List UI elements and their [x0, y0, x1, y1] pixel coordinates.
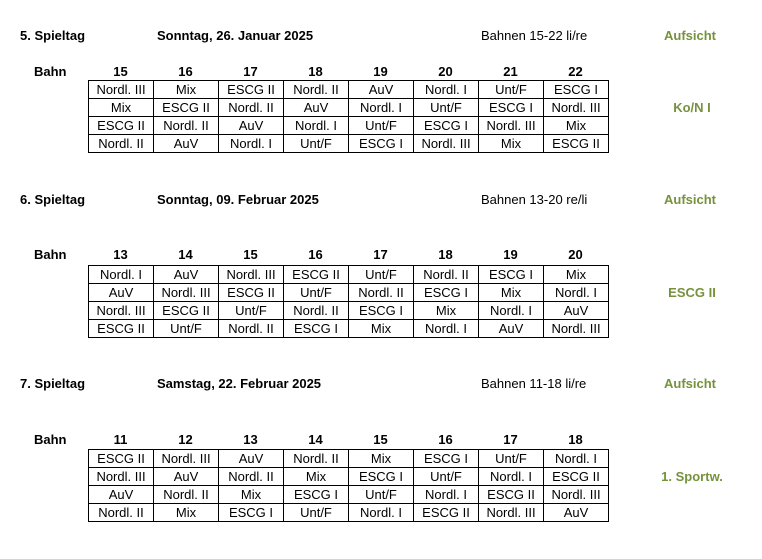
table-cell: Mix — [349, 320, 414, 338]
table-cell: Nordl. II — [349, 284, 414, 302]
aufsicht-label: Aufsicht — [664, 28, 716, 43]
table-cell: Mix — [544, 266, 609, 284]
lanes-info: Bahnen 13-20 re/li — [481, 192, 588, 207]
table-cell: Mix — [349, 450, 414, 468]
table-cell: Nordl. I — [479, 468, 544, 486]
supervisor-team: Ko/N I — [673, 100, 711, 115]
table-cell: ESCG II — [544, 135, 609, 153]
table-cell: Unt/F — [284, 284, 349, 302]
table-cell: ESCG II — [89, 117, 154, 135]
lane-number: 14 — [308, 432, 323, 447]
lane-assignment-table — [88, 449, 609, 522]
table-row — [89, 266, 609, 284]
table-cell: ESCG I — [349, 302, 414, 320]
table-cell: Nordl. III — [89, 468, 154, 486]
table-cell: Mix — [284, 468, 349, 486]
table-cell: Nordl. II — [89, 135, 154, 153]
spieltag-date: Sonntag, 26. Januar 2025 — [157, 28, 314, 43]
lane-assignment-table — [88, 265, 609, 338]
lane-number: 16 — [308, 247, 323, 262]
table-cell: Nordl. I — [219, 135, 284, 153]
table-cell: Unt/F — [349, 117, 414, 135]
aufsicht-label: Aufsicht — [664, 192, 716, 207]
table-cell: ESCG I — [284, 320, 349, 338]
table-row — [89, 450, 609, 468]
lanes-info: Bahnen 11-18 li/re — [481, 376, 587, 391]
table-cell: ESCG II — [479, 486, 544, 504]
lane-number: 17 — [373, 247, 388, 262]
table-cell: Nordl. I — [479, 302, 544, 320]
table-cell: Unt/F — [479, 450, 544, 468]
lane-number: 19 — [503, 247, 518, 262]
table-cell: Unt/F — [219, 302, 284, 320]
aufsicht-label: Aufsicht — [664, 376, 716, 391]
table-cell: AuV — [154, 468, 219, 486]
bahn-label: Bahn — [34, 64, 67, 79]
table-cell: Unt/F — [349, 486, 414, 504]
table-cell: Mix — [479, 135, 544, 153]
lane-number: 17 — [243, 64, 258, 79]
lane-number: 17 — [503, 432, 518, 447]
table-cell: AuV — [154, 135, 219, 153]
supervisor-team: 1. Sportw. — [661, 469, 723, 484]
table-cell: Mix — [414, 302, 479, 320]
table-cell: Nordl. II — [219, 468, 284, 486]
lane-number: 12 — [178, 432, 193, 447]
table-row — [89, 99, 609, 117]
lane-number: 18 — [438, 247, 453, 262]
table-cell: ESCG I — [414, 117, 479, 135]
table-cell: ESCG I — [479, 266, 544, 284]
table-row — [89, 117, 609, 135]
table-cell: Nordl. III — [89, 302, 154, 320]
table-cell: ESCG I — [479, 99, 544, 117]
table-cell: Nordl. III — [154, 450, 219, 468]
table-cell: Nordl. I — [349, 99, 414, 117]
table-cell: ESCG II — [89, 320, 154, 338]
table-cell: AuV — [544, 302, 609, 320]
table-cell: Nordl. III — [219, 266, 284, 284]
table-cell: Nordl. II — [154, 486, 219, 504]
lane-number: 11 — [113, 432, 128, 447]
table-cell: Nordl. III — [154, 284, 219, 302]
table-cell: Unt/F — [284, 135, 349, 153]
supervisor-team: ESCG II — [668, 285, 716, 300]
lane-number-row — [88, 64, 608, 79]
table-row — [89, 504, 609, 522]
table-cell: ESCG II — [284, 266, 349, 284]
table-row — [89, 302, 609, 320]
lane-number: 15 — [243, 247, 258, 262]
table-cell: ESCG I — [544, 81, 609, 99]
table-cell: AuV — [219, 117, 284, 135]
lane-number: 15 — [373, 432, 388, 447]
table-row — [89, 468, 609, 486]
lane-number: 21 — [503, 64, 518, 79]
table-cell: AuV — [284, 99, 349, 117]
table-cell: Nordl. III — [89, 81, 154, 99]
table-cell: Nordl. II — [284, 450, 349, 468]
table-cell: Nordl. II — [284, 302, 349, 320]
table-cell: ESCG I — [349, 468, 414, 486]
table-cell: AuV — [479, 320, 544, 338]
lane-assignment-table — [88, 80, 609, 153]
table-cell: Nordl. I — [414, 320, 479, 338]
spieltag-title: 5. Spieltag — [20, 28, 86, 43]
lane-number: 13 — [113, 247, 128, 262]
spieltag-title: 7. Spieltag — [20, 376, 86, 391]
table-cell: Mix — [154, 504, 219, 522]
table-cell: ESCG I — [284, 486, 349, 504]
lane-number-row — [88, 432, 608, 447]
table-cell: Mix — [89, 99, 154, 117]
table-cell: Unt/F — [284, 504, 349, 522]
table-cell: ESCG II — [414, 504, 479, 522]
table-cell: Nordl. III — [414, 135, 479, 153]
table-cell: ESCG I — [349, 135, 414, 153]
table-cell: Nordl. III — [479, 117, 544, 135]
table-cell: Nordl. I — [89, 266, 154, 284]
table-cell: Nordl. I — [544, 284, 609, 302]
table-cell: Nordl. III — [544, 99, 609, 117]
table-cell: Unt/F — [414, 468, 479, 486]
table-cell: Nordl. II — [219, 99, 284, 117]
table-cell: ESCG I — [414, 284, 479, 302]
bahn-label: Bahn — [34, 432, 67, 447]
lane-number: 22 — [568, 64, 583, 79]
table-cell: Unt/F — [414, 99, 479, 117]
lane-number: 16 — [438, 432, 453, 447]
table-cell: Mix — [544, 117, 609, 135]
table-cell: Nordl. II — [414, 266, 479, 284]
lane-number-row — [88, 247, 608, 262]
table-cell: AuV — [349, 81, 414, 99]
table-cell: Unt/F — [349, 266, 414, 284]
table-cell: ESCG II — [219, 284, 284, 302]
table-cell: Nordl. I — [349, 504, 414, 522]
table-cell: Nordl. II — [154, 117, 219, 135]
table-row — [89, 486, 609, 504]
table-cell: Mix — [154, 81, 219, 99]
lane-number: 20 — [438, 64, 453, 79]
bahn-label: Bahn — [34, 247, 67, 262]
table-cell: ESCG II — [219, 81, 284, 99]
table-cell: AuV — [544, 504, 609, 522]
table-cell: Unt/F — [479, 81, 544, 99]
table-cell: Nordl. III — [544, 486, 609, 504]
table-cell: Nordl. III — [544, 320, 609, 338]
spieltag-title: 6. Spieltag — [20, 192, 86, 207]
lane-number: 18 — [568, 432, 583, 447]
lane-number: 14 — [178, 247, 193, 262]
lane-number: 18 — [308, 64, 323, 79]
table-row — [89, 135, 609, 153]
table-cell: Nordl. II — [284, 81, 349, 99]
lane-number: 13 — [243, 432, 258, 447]
table-cell: Nordl. I — [284, 117, 349, 135]
lane-number: 19 — [373, 64, 388, 79]
table-cell: ESCG II — [154, 302, 219, 320]
table-cell: Nordl. I — [414, 81, 479, 99]
table-cell: ESCG II — [89, 450, 154, 468]
table-cell: AuV — [154, 266, 219, 284]
table-cell: AuV — [219, 450, 284, 468]
lane-number: 16 — [178, 64, 193, 79]
table-cell: AuV — [89, 284, 154, 302]
lanes-info: Bahnen 15-22 li/re — [481, 28, 588, 43]
table-cell: Nordl. I — [414, 486, 479, 504]
table-cell: Mix — [479, 284, 544, 302]
spieltag-date: Sonntag, 09. Februar 2025 — [157, 192, 319, 207]
table-cell: Nordl. III — [479, 504, 544, 522]
table-cell: Nordl. II — [219, 320, 284, 338]
table-cell: ESCG II — [544, 468, 609, 486]
table-cell: Nordl. I — [544, 450, 609, 468]
spieltag-date: Samstag, 22. Februar 2025 — [157, 376, 322, 391]
table-cell: ESCG I — [219, 504, 284, 522]
table-row — [89, 284, 609, 302]
lane-number: 15 — [113, 64, 128, 79]
table-cell: ESCG II — [154, 99, 219, 117]
table-row — [89, 81, 609, 99]
table-cell: Mix — [219, 486, 284, 504]
table-cell: ESCG I — [414, 450, 479, 468]
table-cell: Nordl. II — [89, 504, 154, 522]
table-row — [89, 320, 609, 338]
table-cell: Unt/F — [154, 320, 219, 338]
lane-number: 20 — [568, 247, 583, 262]
table-cell: AuV — [89, 486, 154, 504]
